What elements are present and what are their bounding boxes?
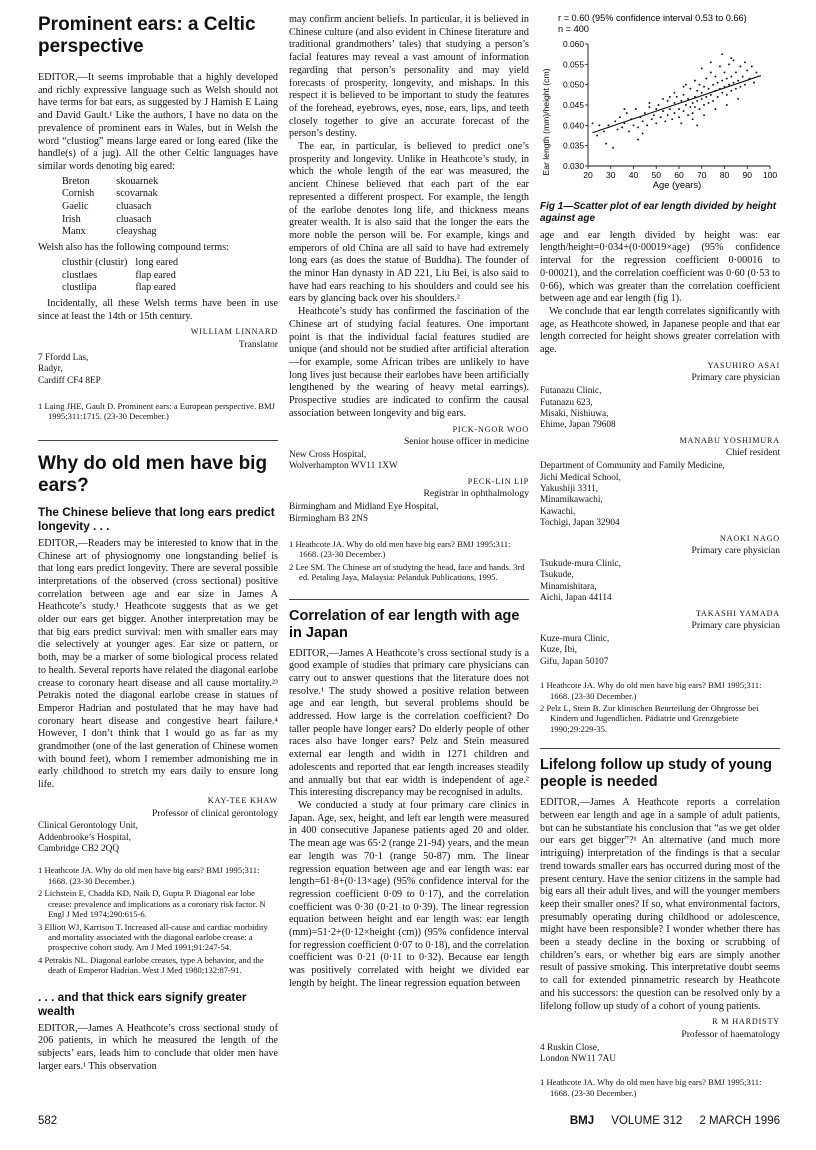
journal-volume: VOLUME 312 bbox=[611, 1115, 683, 1127]
data-point bbox=[680, 122, 682, 124]
japan-address-2: Department of Community and Family Medicine, Jichi Medical School, Yakushiji 3311, Minamikawachi, Kawachi, Tochigi, Japan 32904 bbox=[540, 461, 725, 529]
data-point bbox=[751, 65, 753, 67]
data-point bbox=[746, 69, 748, 71]
data-point bbox=[685, 104, 687, 106]
language-row: Irish cluasach bbox=[62, 213, 152, 225]
why-paragraph-1: EDITOR,—Readers may be interested to know that in the Chinese art of physiognomy one longstanding belief is that long ears predict longevity. There are several possible interpretations of the observed (cross sectional) positive correlation between age and ear size in James A Heathcote’s study.¹ Heathcote suggests that as we get older our ears get bigger. Another interpretation may be that big ears predict survival: men with smaller ears may die selectively at younger ages. Ear size or pattern, or both, may be a marker of some biological process related to health. Several reports have related the diagonal earlobe crease to coronary heart disease and all cause mortality.²³ Petrakis noted the diagonal earlobe crease in statues of Emperor Hadrian and postulated that he may have had coronary heart disease and congestive heart failure.⁴ However, I don’t think that I would go as far as my grandmother (one of the last generation of Chinese women with bound feet), whom I remember admonishing me in early childhood to stretch my ears daily to ensure long life. bbox=[38, 537, 278, 791]
compound-row: clustlaes flap eared bbox=[62, 269, 176, 281]
reference: 2 Pelz L, Stein B. Zur klinischen Beurteilung der Ohrgrosse bei Kindern und Jugendlichen. Pädiatrie und Grenzgebiete 1990;29:229-35. bbox=[540, 703, 759, 734]
data-point bbox=[614, 120, 616, 122]
data-point bbox=[648, 106, 650, 108]
y-axis-label: Ear length (mm)/height (cm) bbox=[541, 68, 551, 176]
data-point bbox=[674, 92, 676, 94]
y-tick-label: 0.040 bbox=[563, 120, 584, 131]
japan-paragraph-2: We conducted a study at four primary care clinics in Japan. Age, sex, height, and left ear length were measured in 400 consecutive Japanese patients aged 20 and older. The mean age was 65·2 (range 21-94) years, and the mean ear length was 70·1 (range 50-87) mm. The linear regression equation between age and ear length was: ear length=61·8+(0·13×age) (95% confidence interval for the regression coefficient 0·09 to 0·17), and the correlation coefficient was 0·30 (0·21 to 0·39). The linear regression equation between height and ear length was: ear length (mm)=51·2+(0·12×height (cm)) (95% confidence interval for regression coefficient 0·07 to 0·18), and the correlation coefficient was 0·21 (0·11 to 0·32). Because ear length was positively correlated with height we divided ear length by height. The linear regression equation between bbox=[289, 800, 529, 989]
data-point bbox=[669, 108, 671, 110]
y-tick-label: 0.035 bbox=[563, 140, 584, 151]
japan-references bbox=[540, 680, 780, 734]
data-point bbox=[753, 82, 755, 84]
data-point bbox=[658, 104, 660, 106]
data-point bbox=[664, 120, 666, 122]
wealth-paragraph-3: Heathcote’s study has confirmed the fascination of the Chinese art of studying facial features. One important point is that the individual facial features studied are unique (and should not be studied after artificial alteration—for example, some African tribes are unlikely to have long lives just because their earlobes have been artificially lengthened by the wearing of heavy metal earrings). Prospective studies are indicated to confirm the causal association between longevity and big ears. bbox=[289, 306, 529, 419]
author-role: Senior house officer in medicine bbox=[403, 436, 529, 448]
japan-signature-2: MANABU YOSHIMURA Chief resident bbox=[679, 435, 780, 459]
wealth-signature-1 bbox=[289, 424, 529, 449]
data-point bbox=[608, 124, 610, 126]
chart-subtitle: n = 400 bbox=[558, 24, 589, 34]
reference: 1 Heathcote JA. Why do old men have big ears? BMJ 1995;311: 1668. (23-30 December.) bbox=[289, 538, 511, 560]
scatter-plot bbox=[540, 14, 780, 194]
x-tick-label: 70 bbox=[696, 170, 707, 180]
japan-signature-3: NAOKI NAGO Primary care physician bbox=[691, 533, 780, 557]
japan-address-4: Kuze-mura Clinic, Kuze, Ibi, Gifu, Japan 50107 bbox=[540, 634, 610, 667]
data-point bbox=[699, 84, 701, 86]
y-tick-label: 0.030 bbox=[563, 161, 584, 171]
journal-name: BMJ bbox=[569, 1115, 595, 1127]
data-point bbox=[633, 124, 635, 126]
celtic-paragraph-2: Welsh also has the following compound terms: bbox=[38, 242, 230, 254]
data-point bbox=[683, 110, 685, 112]
column-3 bbox=[540, 14, 780, 1100]
lifelong-paragraph-1: EDITOR,—James A Heathcote reports a correlation between ear length and age in a sample of adult patients, but can he substantiate his conclusion that “as we get older our ears get bigger”?¹ An alternative (and much more intriguing) interpretation of the findings is that a secular trend towards smaller ears has occurred during most of the present century. Have the senior citizens in the sample had big ears all their adult lives, and will the younger members keep their smaller ones? If so, what environmental factors, presumably operating during childhood or adolescence, might have been responsible? I wonder whether there has been a steady decline in the boxing or scrubbing of children’s ears, or whether big ears are simply another result of passive smoking. This interpretative doubt seems to call for extended pinnametric research by Heathcote and his successors: the question can be resolved only by a lifelong follow up study of a cohort of young patients. bbox=[540, 797, 780, 1012]
data-point bbox=[696, 124, 698, 126]
data-point bbox=[678, 116, 680, 118]
x-tick-label: 20 bbox=[583, 170, 593, 180]
data-point bbox=[596, 135, 598, 137]
celtic-title: Prominent ears: a Celtic perspective bbox=[38, 14, 256, 57]
data-point bbox=[737, 80, 739, 82]
data-point bbox=[617, 128, 619, 130]
data-point bbox=[721, 92, 723, 94]
data-point bbox=[680, 100, 682, 102]
x-axis-label: Age (years) bbox=[652, 179, 702, 190]
data-point bbox=[735, 72, 737, 74]
celtic-signature bbox=[38, 326, 278, 351]
data-point bbox=[703, 104, 705, 106]
data-point bbox=[701, 92, 703, 94]
y-tick-label: 0.060 bbox=[563, 39, 584, 49]
x-tick-label: 90 bbox=[742, 170, 753, 180]
data-point bbox=[696, 100, 698, 102]
data-point bbox=[692, 118, 694, 120]
japan-paragraph-1: EDITOR,—James A Heathcote’s cross sectional study is a good example of studies that primary care physicians can carry out to answer questions that the literature does not resolve.¹ The study showed a positive relation between age and ear length, but several problems should be addressed. How large is the correlation coefficient? Do taller people have longer ears? Do elderly people of other races also have longer ears? Pelz and Stein measured external ear length and width in 1271 children and adolescents and reported that ear length increases steadily and annually but that ear width is independent of age.² This interesting discrepancy may be recognised in adults. bbox=[289, 647, 529, 799]
lifelong-signature: R M HARDISTY Professor of haematology bbox=[681, 1017, 780, 1040]
data-point bbox=[662, 98, 664, 100]
x-tick-label: 100 bbox=[762, 170, 778, 180]
data-point bbox=[598, 124, 600, 126]
author-name: KAY-TEE KHAW bbox=[207, 795, 278, 805]
language-row: Breton skouarnek bbox=[62, 175, 159, 187]
data-point bbox=[735, 88, 737, 90]
author-role: Professor of clinical gerontology bbox=[151, 807, 278, 819]
x-tick-label: 30 bbox=[605, 170, 616, 180]
data-point bbox=[726, 94, 728, 96]
data-point bbox=[692, 112, 694, 114]
data-point bbox=[676, 96, 678, 98]
why-references bbox=[38, 865, 278, 975]
data-point bbox=[719, 65, 721, 67]
reference: 1 Heathcote JA. Why do old men have big ears? BMJ 1995;311: 1668. (23-30 December.) bbox=[540, 1077, 762, 1098]
data-point bbox=[685, 84, 687, 86]
reference: 1 Heathcote JA. Why do old men have big ears? BMJ 1995;311: 1668. (23-30 December.) bbox=[540, 680, 762, 701]
data-point bbox=[660, 116, 662, 118]
data-point bbox=[655, 122, 657, 124]
data-point bbox=[605, 143, 607, 145]
column-1 bbox=[38, 14, 278, 1073]
data-point bbox=[653, 114, 655, 116]
data-point bbox=[744, 84, 746, 86]
journal-info bbox=[556, 1115, 780, 1127]
celtic-paragraph-3: Incidentally, all these Welsh terms have been in use since at least the 14th or 15th century. bbox=[38, 297, 278, 322]
data-point bbox=[730, 76, 732, 78]
data-point bbox=[717, 82, 719, 84]
data-point bbox=[744, 61, 746, 63]
x-tick-label: 80 bbox=[719, 170, 730, 180]
column-2 bbox=[289, 14, 529, 991]
data-point bbox=[710, 61, 712, 63]
author-role: Registrar in ophthalmology bbox=[423, 488, 529, 500]
data-point bbox=[755, 72, 757, 74]
data-point bbox=[692, 102, 694, 104]
data-point bbox=[687, 114, 689, 116]
x-tick-label: 60 bbox=[674, 170, 684, 180]
japan-signature-4: TAKASHI YAMADA Primary care physician bbox=[691, 608, 780, 632]
data-point bbox=[712, 100, 714, 102]
data-point bbox=[651, 118, 653, 120]
data-point bbox=[714, 76, 716, 78]
y-tick-label: 0.055 bbox=[563, 59, 584, 70]
japan-paragraph-2-cont: age and ear length divided by height was: ear length/height=0·034+(0·00019×age) (95% confidence interval for the regression coefficient 0·00016 to 0·00021), and the correlation coefficient was 0·60 (0·53 to 0·66), which was greater than the correlation coefficient between age and ear length (fig 1). bbox=[540, 229, 780, 305]
journal-date: 2 MARCH 1996 bbox=[699, 1115, 780, 1127]
author-name: WILLIAM LINNARD bbox=[190, 327, 278, 337]
data-point bbox=[726, 104, 728, 106]
data-point bbox=[669, 96, 671, 98]
data-point bbox=[699, 108, 701, 110]
data-point bbox=[689, 88, 691, 90]
data-point bbox=[621, 126, 623, 128]
celtic-address: 7 Ffordd Las, Radyr, Cardiff CF4 8EP bbox=[38, 352, 101, 386]
data-point bbox=[739, 65, 741, 67]
data-point bbox=[648, 102, 650, 104]
author-name: PICK-NGOR WOO bbox=[452, 424, 529, 434]
data-point bbox=[710, 72, 712, 74]
data-point bbox=[671, 118, 673, 120]
why-address: Clinical Gerontology Unit, Addenbrooke’s Hospital, Cambridge CB2 2QQ bbox=[38, 821, 138, 855]
reference: 2 Lichstein E, Chadda KD, Naik D, Gupta P. Diagonal ear lobe crease: prevalence and implications as a coronary risk factor. N Engl J Med 1974;290:615-6. bbox=[38, 888, 266, 920]
reference: 1 Heathcote JA. Why do old men have big ears? BMJ 1995;311: 1668. (23-30 December.) bbox=[38, 865, 260, 886]
wealth-paragraph-1-cont: may confirm ancient beliefs. In particular, it is believed in Chinese culture (and also evident in Chinese literature and traditional grandmothers’ tales) that studying a person’s facial features may reveal a vast amount of information regarding that person’s personality and may yield forecasts of prosperity, longevity, and mishaps. In this respect it is believed to be important to study the features of the forehead, eyebrows, eyes, nose, ears, lips, and teeth closely together to give an accurate forecast of the person’s destiny. bbox=[289, 14, 529, 140]
data-point bbox=[701, 98, 703, 100]
data-point bbox=[642, 120, 644, 122]
japan-title: Correlation of ear length with age in Japan bbox=[289, 607, 520, 641]
wealth-address-2: Birmingham and Midland Eye Hospital, Birmingham B3 2NS bbox=[289, 502, 439, 524]
japan-address-3: Tsukude-mura Clinic, Tsukude, Minamishitara, Aichi, Japan 44114 bbox=[540, 559, 621, 604]
data-point bbox=[705, 78, 707, 80]
figure-caption: Fig 1—Scatter plot of ear length divided by height against age bbox=[540, 200, 777, 224]
data-point bbox=[619, 116, 621, 118]
data-point bbox=[708, 88, 710, 90]
data-point bbox=[667, 100, 669, 102]
data-point bbox=[674, 102, 676, 104]
data-point bbox=[742, 76, 744, 78]
japan-paragraph-3: We conclude that ear length correlates significantly with age, as Heathcote showed, in Japanese people and that ear length corrected for height shows greater correlation with age. bbox=[540, 305, 780, 356]
data-point bbox=[730, 90, 732, 92]
celtic-references bbox=[38, 401, 278, 422]
japan-address-1: Futanazu Clinic, Futanazu 623, Misaki, Nishiuwa, Ehime, Japan 79608 bbox=[540, 386, 616, 431]
data-point bbox=[721, 80, 723, 82]
data-point bbox=[683, 94, 685, 96]
language-row: Manx cleayshag bbox=[62, 226, 157, 238]
author-name: PECK-LIN LIP bbox=[467, 476, 529, 486]
x-tick-label: 40 bbox=[628, 170, 639, 180]
reference: 1 Laing JHE, Gault D. Prominent ears: a European perspective. BMJ 1995;311:1715. (23-30 December.) bbox=[38, 400, 275, 422]
wealth-signature-2 bbox=[289, 476, 529, 501]
compound-row: clustlipa flap eared bbox=[62, 282, 176, 294]
data-point bbox=[726, 78, 728, 80]
wealth-paragraph-1-start: EDITOR,—James A Heathcote’s cross sectional study of 206 patients, in which he measured the length of the subjects’ ears, leads him to conclude that older men have larger ears.¹ This observation bbox=[38, 1022, 278, 1072]
data-point bbox=[644, 112, 646, 114]
author-role: Translator bbox=[238, 339, 278, 351]
chart-title: r = 0.60 (95% confidence interval 0.53 to 0.66) bbox=[558, 14, 747, 23]
data-point bbox=[667, 114, 669, 116]
lifelong-references bbox=[540, 1077, 780, 1098]
data-point bbox=[708, 102, 710, 104]
celtic-language-table bbox=[62, 176, 180, 240]
y-tick-label: 0.050 bbox=[563, 79, 584, 90]
data-point bbox=[730, 57, 732, 59]
data-point bbox=[674, 112, 676, 114]
data-point bbox=[694, 80, 696, 82]
chart-regression bbox=[593, 76, 761, 133]
data-point bbox=[623, 108, 625, 110]
data-point bbox=[728, 63, 730, 65]
data-point bbox=[724, 72, 726, 74]
data-point bbox=[612, 147, 614, 149]
wealth-paragraph-2: The ear, in particular, is believed to predict one’s prosperity and longevity. Unlike in Heathcote’s study, in which the whole length of the ear was measured, the ancient Chinese believed that each part of the ear represented a different prospect. For example, the length of the earlobe denotes long life, and thickness means greater wealth. It is also said that the longer the ears the more noble the person will be. For example, kings and emperors of old China are all said to have had extremely long ears (as does the statue of Buddha). The founder of the minor Han dynasty in AD 221, Liu Bei, is also said to have had ears reaching to his shoulders and could see his ears by glancing back over his shoulders.² bbox=[289, 141, 529, 305]
reference: 3 Elliott WJ, Karrison T. Increased all-cause and cardiac morbidity and mortality associated with the diagonal earlobe crease: a prospective cohort study. Am J Med 1991;91:247-54. bbox=[38, 921, 268, 953]
y-tick-label: 0.045 bbox=[563, 100, 584, 110]
data-point bbox=[683, 86, 685, 88]
japan-signature-1: YASUHIRO ASAI Primary care physician bbox=[691, 360, 780, 384]
data-point bbox=[655, 108, 657, 110]
data-point bbox=[717, 96, 719, 98]
data-point bbox=[637, 139, 639, 141]
x-tick-label: 50 bbox=[651, 170, 662, 180]
data-point bbox=[721, 53, 723, 55]
data-point bbox=[646, 124, 648, 126]
data-point bbox=[703, 114, 705, 116]
data-point bbox=[592, 122, 594, 124]
why-signature bbox=[38, 795, 278, 820]
data-point bbox=[678, 108, 680, 110]
reference: 4 Petrakis NL. Diagonal earlobe creases, type A behavior, and the death of Emperor Hadrian. West J Med 1980;132:87-91. bbox=[38, 954, 264, 976]
data-point bbox=[733, 59, 735, 61]
regression-line bbox=[593, 76, 761, 133]
page-number: 582 bbox=[38, 1115, 58, 1127]
celtic-paragraph-1: EDITOR,—It seems improbable that a highly developed and richly expressive language such as Welsh should not have terms for bat ears, as suggested by J Hamish E Laing and David Gault.¹ Like the authors, I have no data on the prevalence of prominent ears in Wales, but in Welsh the word “clustiog” means large eared or long eared (like the handle(s) of a jug). All the other Celtic languages have similar words denoting big eared: bbox=[38, 72, 278, 172]
figure-1 bbox=[540, 14, 780, 225]
data-point bbox=[737, 98, 739, 100]
data-point bbox=[635, 108, 637, 110]
data-point bbox=[705, 96, 707, 98]
data-point bbox=[637, 126, 639, 128]
data-point bbox=[626, 112, 628, 114]
data-point bbox=[739, 86, 741, 88]
chart-points bbox=[592, 53, 758, 148]
wealth-subtitle: . . . and that thick ears signify greater wealth bbox=[38, 989, 247, 1018]
data-point bbox=[694, 106, 696, 108]
data-point bbox=[712, 84, 714, 86]
why-title: Why do old men have big ears? bbox=[38, 452, 268, 496]
why-subtitle: The Chinese believe that long ears predict longevity . . . bbox=[38, 504, 275, 533]
data-point bbox=[662, 110, 664, 112]
data-point bbox=[714, 108, 716, 110]
data-point bbox=[728, 84, 730, 86]
data-point bbox=[628, 130, 630, 132]
language-row: Gaelic cluasach bbox=[62, 201, 152, 213]
compound-row: clusthir (clustir) long eared bbox=[62, 256, 179, 268]
data-point bbox=[710, 94, 712, 96]
data-point bbox=[689, 106, 691, 108]
reference: 2 Lee SM. The Chinese art of studying the head, face and hands. 3rd ed. Petaling Jaya, Malaysia: Pelanduk Publications, 1995. bbox=[289, 561, 525, 583]
data-point bbox=[733, 82, 735, 84]
data-point bbox=[603, 130, 605, 132]
data-point bbox=[703, 86, 705, 88]
welsh-compound-table bbox=[62, 257, 186, 295]
lifelong-title: Lifelong follow up study of young people is needed bbox=[540, 757, 772, 791]
data-point bbox=[642, 133, 644, 135]
data-point bbox=[701, 67, 703, 69]
data-point bbox=[696, 90, 698, 92]
wealth-address-1: New Cross Hospital, Wolverhampton WV11 1XW bbox=[289, 449, 398, 472]
language-row: Cornish scovarnak bbox=[62, 188, 158, 200]
lifelong-address: 4 Ruskin Close, London NW11 7AU bbox=[540, 1042, 617, 1065]
wealth-references bbox=[289, 539, 529, 583]
